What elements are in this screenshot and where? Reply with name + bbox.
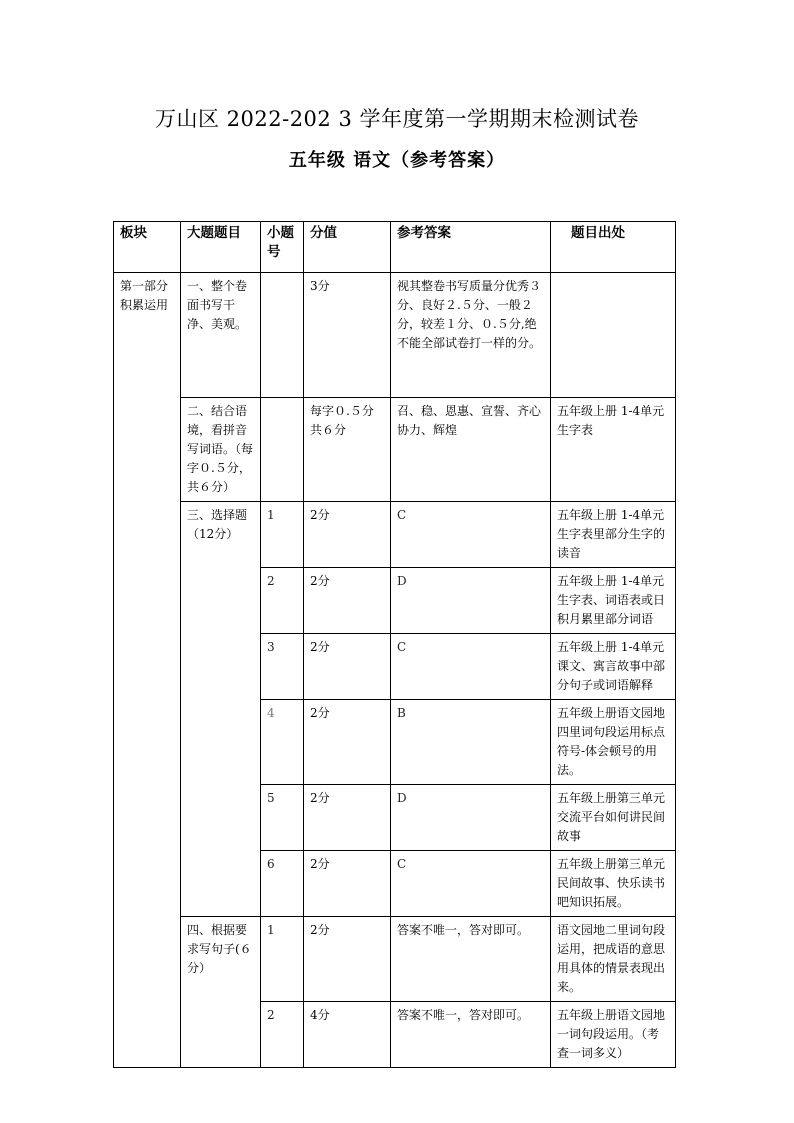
source-cell: 五年级上册第三单元交流平台如何讲民间故事 (551, 785, 676, 851)
answer-cell: B (391, 700, 551, 785)
question-number: 1 (261, 502, 304, 568)
score-cell: 3分 (304, 273, 391, 398)
answer-cell: D (391, 785, 551, 851)
question-number: 2 (261, 568, 304, 634)
question-number: 4 (261, 700, 304, 785)
source-cell: 语文园地二里词句段运用，把成语的意思用具体的情景表现出来。 (551, 917, 676, 1002)
page-subtitle: 五年级 语文（参考答案） (288, 150, 506, 171)
question-number: 2 (261, 1002, 304, 1068)
answer-cell: C (391, 634, 551, 700)
table-row (114, 273, 676, 398)
source-cell: 五年级上册第三单元民间故事、快乐读书吧知识拓展。 (551, 851, 676, 917)
source-cell: 五年级上册 1-4单元生字表 (551, 398, 676, 502)
score-cell: 2分 (304, 502, 391, 568)
source-cell (551, 273, 676, 398)
source-cell: 五年级上册 1-4单元课文、寓言故事中部分句子或词语解释 (551, 634, 676, 700)
question-number: 1 (261, 917, 304, 1002)
answer-cell: 视其整卷书写质量分优秀３分、良好２.５分、一般２分，较差１分、０.５分,绝不能全部试卷打一样的分。 (391, 273, 551, 398)
answer-cell: 答案不唯一，答对即可。 (391, 917, 551, 1002)
score-cell: 4分 (304, 1002, 391, 1068)
table-row (114, 502, 676, 568)
column-header: 小题号 (261, 222, 304, 273)
question-number (261, 273, 304, 398)
question-title: 一、整个卷面书写干净、美观。 (181, 273, 261, 398)
score-cell: 2分 (304, 568, 391, 634)
question-number: 6 (261, 851, 304, 917)
score-cell: 2分 (304, 917, 391, 1002)
question-number: 5 (261, 785, 304, 851)
column-header: 板块 (114, 222, 181, 273)
question-title: 二、结合语境，看拼音写词语。（每字０.５分，共６分） (181, 398, 261, 502)
answer-cell: 答案不唯一，答对即可。 (391, 1002, 551, 1068)
answer-table (113, 221, 676, 1068)
column-header: 大题题目 (181, 222, 261, 273)
answer-cell: C (391, 502, 551, 568)
question-title: 三、选择题（12分） (181, 502, 261, 917)
answer-cell: D (391, 568, 551, 634)
page-title: 万山区 2022-202 3 学年度第一学期期末检测试卷 (154, 107, 639, 131)
question-number: 3 (261, 634, 304, 700)
answer-cell: C (391, 851, 551, 917)
table-header-row (114, 222, 676, 273)
source-cell: 五年级上册 1-4单元生字表、词语表或日积月累里部分词语 (551, 568, 676, 634)
answer-cell: 召、稳、恩惠、宣誓、齐心协力、辉煌 (391, 398, 551, 502)
section-cell: 第一部分积累运用 (114, 273, 181, 1068)
table-row (114, 398, 676, 502)
score-cell: 2分 (304, 851, 391, 917)
score-cell: 2分 (304, 634, 391, 700)
source-cell: 五年级上册语文园地四里词句段运用标点符号-体会顿号的用法。 (551, 700, 676, 785)
score-cell: 2分 (304, 785, 391, 851)
table-row (114, 917, 676, 1002)
score-cell: 2分 (304, 700, 391, 785)
column-header: 分值 (304, 222, 391, 273)
question-number (261, 398, 304, 502)
question-title: 四、根据要求写句子(６分） (181, 917, 261, 1068)
column-header: 参考答案 (391, 222, 551, 273)
source-cell: 五年级上册 1-4单元生字表里部分生字的读音 (551, 502, 676, 568)
source-cell: 五年级上册语文园地一词句段运用。（考查一词多义） (551, 1002, 676, 1068)
score-cell: 每字０.５分共６分 (304, 398, 391, 502)
column-header: 题目出处 (551, 222, 676, 273)
